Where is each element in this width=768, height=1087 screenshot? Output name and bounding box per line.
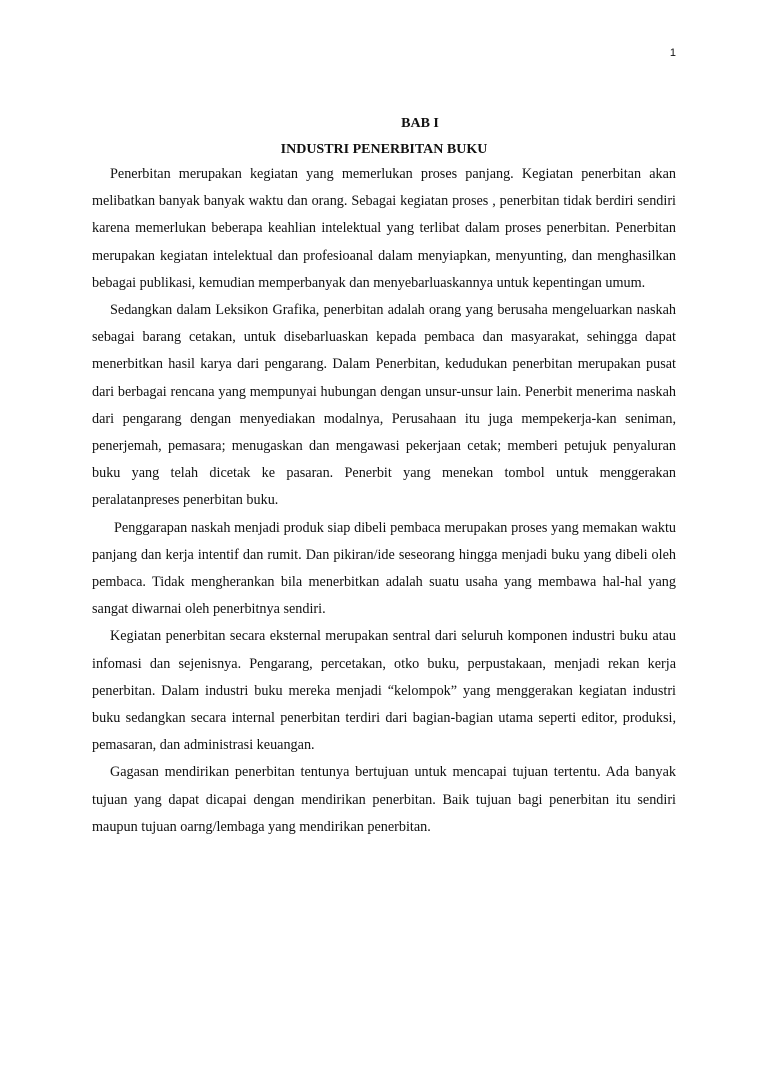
paragraph-5: Gagasan mendirikan penerbitan tentunya bertujuan untuk mencapai tujuan tertentu. Ada banyak tujuan yang dapat dicapai dengan mendirikan penerbitan. Baik tujuan bagi penerbitan itu sendiri maupun tujuan oarng/lembaga yang mendirikan penerbitan. [92, 764, 676, 835]
chapter-label: BAB I [401, 116, 439, 131]
page-number: 1 [669, 47, 676, 59]
paragraph-3: Penggarapan naskah menjadi produk siap dibeli pembaca merupakan proses yang memakan waktu panjang dan kerja intentif dan rumit. Dan pikiran/ide seseorang hingga menjadi buku yang dibeli oleh pembaca. Tidak mengherankan bila menerbitkan adalah suatu usaha yang membawa hal-hal yang sangat diwarnai oleh penerbitnya sendiri. [92, 519, 676, 618]
document-body [92, 161, 676, 841]
paragraph-2: Sedangkan dalam Leksikon Grafika, penerbitan adalah orang yang berusaha mengeluarkan naskah sebagai barang cetakan, untuk disebarluaskan kepada pembaca dan masyarakat, sehingga dapat menerbitkan hasil karya dari pengarang. Dalam Penerbitan, kedudukan penerbitan merupakan pusat dari berbagai rencana yang mempunyai hubungan dengan unsur-unsur lain. Penerbit menerima naskah dari pengarang dengan menyediakan modalnya, Perusahaan itu juga mempekerja-kan seniman, penerjemah, pemasara; menugaskan dan mengawasi pekerjaan cetak; memberi petujuk penyaluran buku yang telah dicetak ke pasaran. Penerbit yang menekan tombol untuk menggerakan peralatanpreses penerbitan buku. [92, 302, 676, 509]
chapter-heading [0, 112, 768, 162]
chapter-title: INDUSTRI PENERBITAN BUKU [280, 142, 488, 157]
paragraph-1: Penerbitan merupakan kegiatan yang memerlukan proses panjang. Kegiatan penerbitan akan melibatkan banyak banyak waktu dan orang. Sebagai kegiatan proses , penerbitan tidak berdiri sendiri karena memerlukan beberapa keahlian intelektual yang terlibat dalam proses penerbitan. Penerbitan merupakan kegiatan intelektual dan profesioanal dalam menyiapkan, menyunting, dan menghasilkan bebagai publikasi, kemudian memperbanyak dan menyebarluaskannya untuk kepentingan umum. [92, 166, 676, 291]
paragraph-4: Kegiatan penerbitan secara eksternal merupakan sentral dari seluruh komponen industri buku atau infomasi dan sejenisnya. Pengarang, percetakan, otko buku, perpustakaan, menjadi rekan kerja penerbitan. Dalam industri buku mereka menjadi “kelompok” yang menggerakan kegiatan industri buku sedangkan secara internal penerbitan terdiri dari bagian-bagian utama seperti editor, produksi, pemasaran, dan administrasi keuangan. [92, 628, 676, 754]
